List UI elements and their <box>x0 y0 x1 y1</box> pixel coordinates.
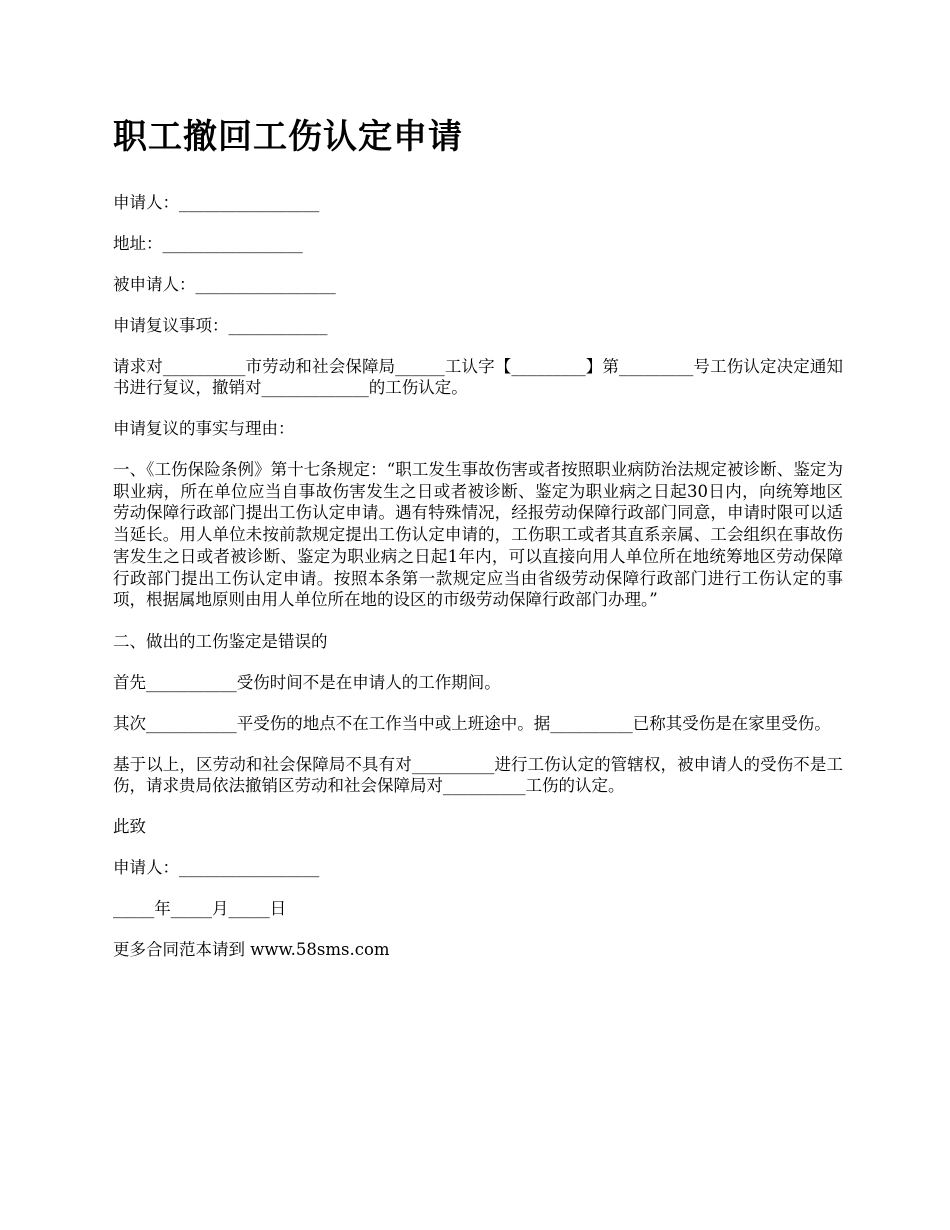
facts-heading: 申请复议的事实与理由： <box>113 419 295 438</box>
reason-two-heading: 二、做出的工伤鉴定是错误的 <box>113 631 328 651</box>
signature-line: 申请人：_________________ <box>113 857 320 877</box>
respondent-line: 被申请人：_________________ <box>113 275 336 294</box>
conclusion-paragraph: 基于以上，区劳动和社会保障局不具有对__________进行工伤认定的管辖权，被申请人的受伤不是工伤，请求贵局依法撤销区劳动和社会保障局对__________工伤的认定。 <box>113 754 843 795</box>
review-matter-line: 申请复议事项：____________ <box>113 316 328 335</box>
reason-one-paragraph: 一、《工伤保险条例》第十七条规定：“职工发生事故伤害或者按照职业病防治法规定被诊断、鉴定为职业病，所在单位应当自事故伤害发生之日或者被诊断、鉴定为职业病之日起30日内，向统筹地区劳动保障行政部门提出工伤认定申请。遇有特殊情况，经报劳动保障行政部门同意，申请时限可以适当延长。用人单位未按前款规定提出工伤认定申请的，工伤职工或者其直系亲属、工会组织在事故伤害发生之日或者被诊断、鉴定为职业病之日起1年内，可以直接向用人单位所在地统筹地区劳动保障行政部门提出工伤认定申请。按照本条第一款规定应当由省级劳动保障行政部门进行工伤认定的事项，根据属地原则由用人单位所在地的设区的市级劳动保障行政部门办理。” <box>113 460 843 610</box>
first-point-paragraph: 首先___________受伤时间不是在申请人的工作期间。 <box>113 672 501 692</box>
applicant-line: 申请人：_________________ <box>113 193 320 212</box>
request-paragraph: 请求对__________市劳动和社会保障局______工认字【_________】第_________号工伤认定决定通知书进行复议，撤销对_____________的工伤认定。 <box>113 357 843 397</box>
closing-line: 此致 <box>113 816 146 836</box>
address-line: 地址：_________________ <box>113 234 303 253</box>
document-page <box>113 108 843 980</box>
document-title: 职工撤回工伤认定申请 <box>113 117 463 157</box>
footer-line: 更多合同范本请到 www.58sms.com <box>113 939 390 959</box>
second-point-paragraph: 其次___________平受伤的地点不在工作当中或上班途中。据__________已称其受伤是在家里受伤。 <box>113 713 831 733</box>
date-line: _____年_____月_____日 <box>113 898 287 918</box>
